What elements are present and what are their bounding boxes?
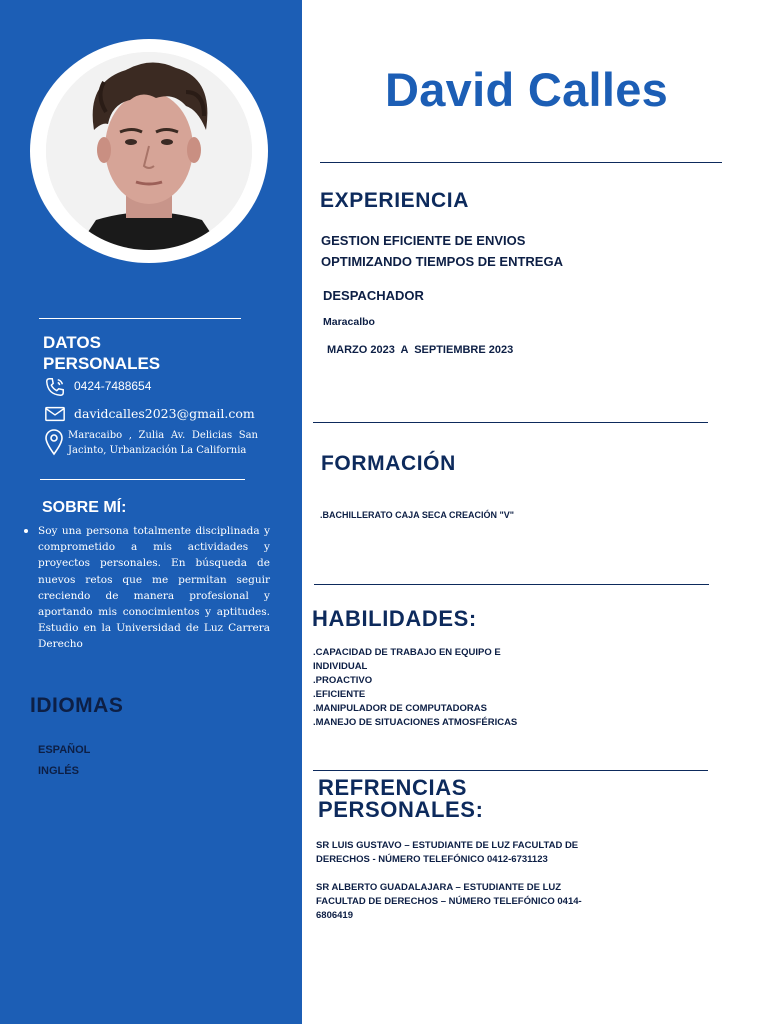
habilidades-divider bbox=[313, 770, 708, 771]
about-text: Soy una persona totalmente disciplinada y comprometido a mis actividades y proyectos personales. En búsqueda de nuevos retos que me permitan seguir creciendo de manera profesional y aportando mis conocimientos y aptitudes. Estudio en la Universidad de Luz Carrera Derecho bbox=[24, 523, 270, 653]
phone-number: 0424-7488654 bbox=[74, 379, 152, 393]
candidate-name: David Calles bbox=[385, 63, 669, 116]
phone-row bbox=[44, 376, 151, 403]
experience-location: Maracalbo bbox=[323, 316, 375, 328]
datos-personales-heading: DATOS PERSONALES bbox=[43, 333, 161, 373]
profile-photo bbox=[46, 52, 252, 250]
reference-text: DERECHOS - NÚMERO TELEFÓNICO 0412-6731123 bbox=[316, 854, 548, 865]
referencias-heading-line2: PERSONALES: bbox=[318, 797, 484, 822]
header-divider bbox=[320, 162, 722, 163]
address-row bbox=[44, 428, 258, 461]
skill-item: INDIVIDUAL bbox=[313, 661, 368, 672]
skill-item: .MANIPULADOR DE COMPUTADORAS bbox=[313, 703, 487, 714]
reference-text: SR LUIS GUSTAVO – ESTUDIANTE DE LUZ FACULTAD DE bbox=[316, 840, 579, 851]
reference-text: 6806419 bbox=[316, 910, 353, 921]
reference-text: SR ALBERTO GUADALAJARA – ESTUDIANTE DE LUZ bbox=[316, 882, 562, 893]
sidebar-divider bbox=[39, 318, 241, 319]
language-item: INGLÉS bbox=[38, 765, 79, 777]
experience-dates: MARZO 2023 A SEPTIEMBRE 2023 bbox=[327, 344, 514, 356]
sidebar-divider-2 bbox=[40, 479, 245, 480]
formacion-heading: FORMACIÓN bbox=[321, 452, 456, 475]
skill-item: .MANEJO DE SITUACIONES ATMOSFÉRICAS bbox=[313, 717, 518, 728]
idiomas-heading: IDIOMAS bbox=[30, 694, 124, 717]
reference-text: FACULTAD DE DERECHOS – NÚMERO TELEFÓNICO 0414- bbox=[316, 896, 582, 907]
home-address: Maracaibo , Zulia Av. Delicias San Jacinto, Urbanización La California bbox=[68, 430, 258, 456]
location-pin-icon bbox=[44, 428, 66, 461]
experience-line: OPTIMIZANDO TIEMPOS DE ENTREGA bbox=[321, 254, 563, 269]
experiencia-heading: EXPERIENCIA bbox=[320, 189, 469, 212]
sobre-mi-heading: SOBRE MÍ: bbox=[42, 499, 127, 516]
habilidades-heading: HABILIDADES: bbox=[312, 606, 477, 631]
experience-role: DESPACHADOR bbox=[323, 288, 424, 303]
skill-item: .PROACTIVO bbox=[313, 675, 373, 686]
email-address[interactable]: davidcalles2023@gmail.com bbox=[74, 406, 255, 421]
skill-item: .EFICIENTE bbox=[313, 689, 366, 700]
experience-line: GESTION EFICIENTE DE ENVIOS bbox=[321, 233, 526, 248]
formacion-divider bbox=[314, 584, 709, 585]
language-item: ESPAÑOL bbox=[38, 744, 91, 756]
referencias-heading: REFRENCIAS bbox=[318, 775, 468, 800]
formacion-item: .BACHILLERATO CAJA SECA CREACIÓN "V" bbox=[320, 510, 515, 520]
envelope-icon bbox=[44, 405, 66, 428]
email-row bbox=[44, 405, 255, 428]
skill-item: .CAPACIDAD DE TRABAJO EN EQUIPO E bbox=[313, 647, 501, 658]
phone-icon bbox=[44, 376, 66, 403]
experiencia-divider bbox=[313, 422, 708, 423]
